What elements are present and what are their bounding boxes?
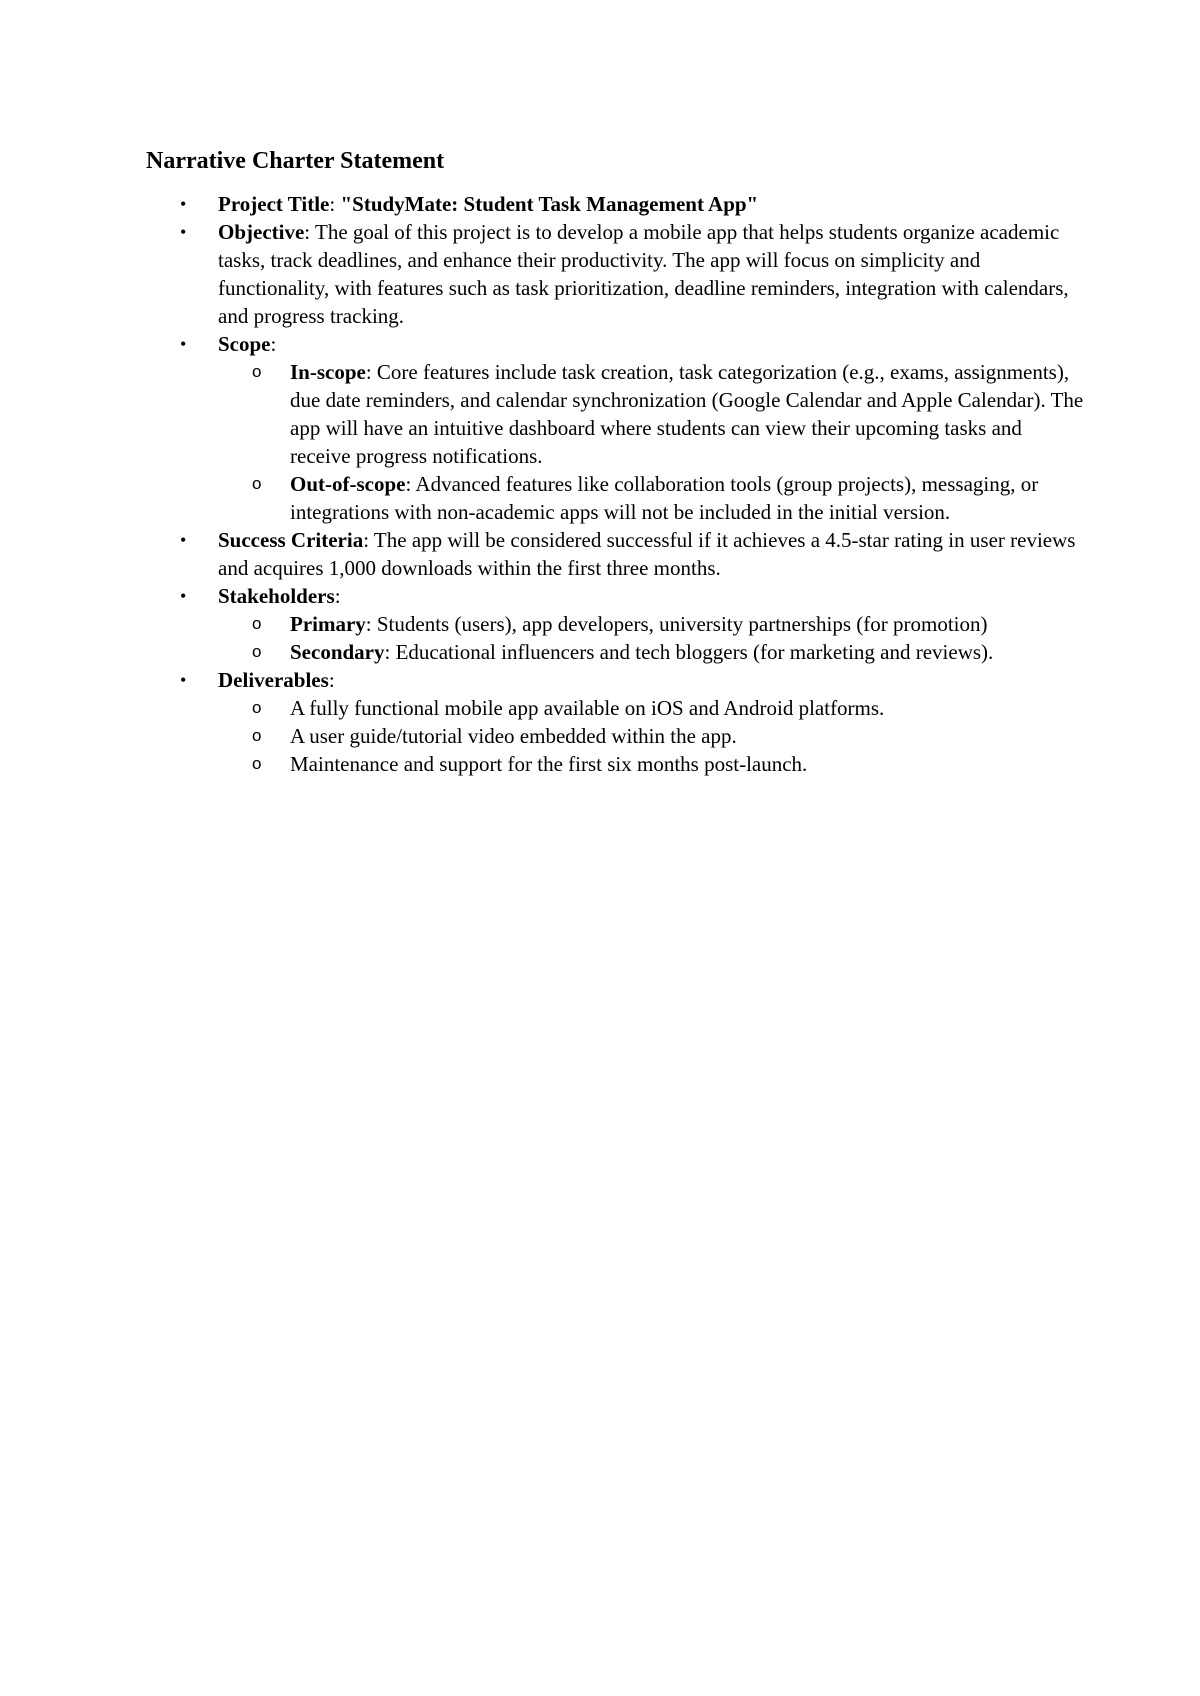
scope-text: : — [270, 332, 277, 356]
bullet-icon: • — [180, 670, 187, 690]
stakeholders-sublist — [218, 610, 1086, 666]
sub-bullet-icon: o — [252, 614, 262, 633]
out-of-scope-term: Out-of-scope — [290, 472, 406, 496]
list-item-deliverables — [146, 666, 1086, 778]
project-title-separator: : — [329, 192, 341, 216]
sublist-item-primary — [218, 610, 1086, 638]
bullet-icon: • — [180, 334, 187, 354]
bullet-icon: • — [180, 194, 187, 214]
sub-bullet-icon: o — [252, 642, 262, 661]
sub-bullet-icon: o — [252, 362, 262, 381]
scope-term: Scope — [218, 332, 271, 356]
stakeholders-text: : — [334, 584, 341, 608]
document-title: Narrative Charter Statement — [146, 148, 445, 174]
deliverable-text: Maintenance and support for the first six months post-launch. — [290, 752, 808, 776]
secondary-term: Secondary — [290, 640, 385, 664]
sub-bullet-icon: o — [252, 698, 262, 717]
sublist-item-out-of-scope — [218, 470, 1086, 526]
success-criteria-term: Success Criteria — [218, 528, 364, 552]
sub-bullet-icon: o — [252, 474, 262, 493]
deliverables-text: : — [328, 668, 335, 692]
in-scope-term: In-scope — [290, 360, 366, 384]
scope-sublist — [218, 358, 1086, 526]
deliverables-sublist — [218, 694, 1086, 778]
list-item-scope — [146, 330, 1086, 526]
sublist-item-deliverable — [218, 750, 1086, 778]
sub-bullet-icon: o — [252, 726, 262, 745]
project-title-term: Project Title — [218, 192, 330, 216]
list-item-success-criteria — [146, 526, 1086, 582]
list-item-project-title — [146, 190, 1086, 218]
document-page — [146, 146, 1086, 778]
bullet-icon: • — [180, 586, 187, 606]
primary-term: Primary — [290, 612, 366, 636]
list-item-objective — [146, 218, 1086, 330]
deliverable-text: A fully functional mobile app available on iOS and Android platforms. — [290, 696, 885, 720]
out-of-scope-text: : Advanced features like collaboration tools (group projects), messaging, or integrations with non-academic apps will not be included in the initial version. — [290, 472, 1039, 524]
charter-list — [146, 190, 1086, 778]
secondary-text: : Educational influencers and tech bloggers (for marketing and reviews). — [384, 640, 994, 664]
objective-term: Objective — [218, 220, 305, 244]
success-criteria-text: : The app will be considered successful if it achieves a 4.5-star rating in user reviews and acquires 1,000 downloads within the first three months. — [218, 528, 1076, 580]
sub-bullet-icon: o — [252, 754, 262, 773]
sublist-item-secondary — [218, 638, 1086, 666]
project-title-value: "StudyMate: Student Task Management App" — [340, 192, 759, 216]
list-item-stakeholders — [146, 582, 1086, 666]
objective-text: : The goal of this project is to develop a mobile app that helps students organize academic tasks, track deadlines, and enhance their productivity. The app will focus on simplicity and functionality, with features such as task prioritization, deadline reminders, integration with calendars, and progress tracking. — [218, 220, 1069, 328]
primary-text: : Students (users), app developers, university partnerships (for promotion) — [365, 612, 988, 636]
deliverable-text: A user guide/tutorial video embedded within the app. — [290, 724, 737, 748]
bullet-icon: • — [180, 530, 187, 550]
deliverables-term: Deliverables — [218, 668, 329, 692]
stakeholders-term: Stakeholders — [218, 584, 335, 608]
bullet-icon: • — [180, 222, 187, 242]
sublist-item-deliverable — [218, 694, 1086, 722]
sublist-item-deliverable — [218, 722, 1086, 750]
in-scope-text: : Core features include task creation, task categorization (e.g., exams, assignments), due date reminders, and calendar synchronization (Google Calendar and Apple Calendar). The app will have an intuitive dashboard where students can view their upcoming tasks and receive progress notifications. — [290, 360, 1084, 468]
sublist-item-in-scope — [218, 358, 1086, 470]
